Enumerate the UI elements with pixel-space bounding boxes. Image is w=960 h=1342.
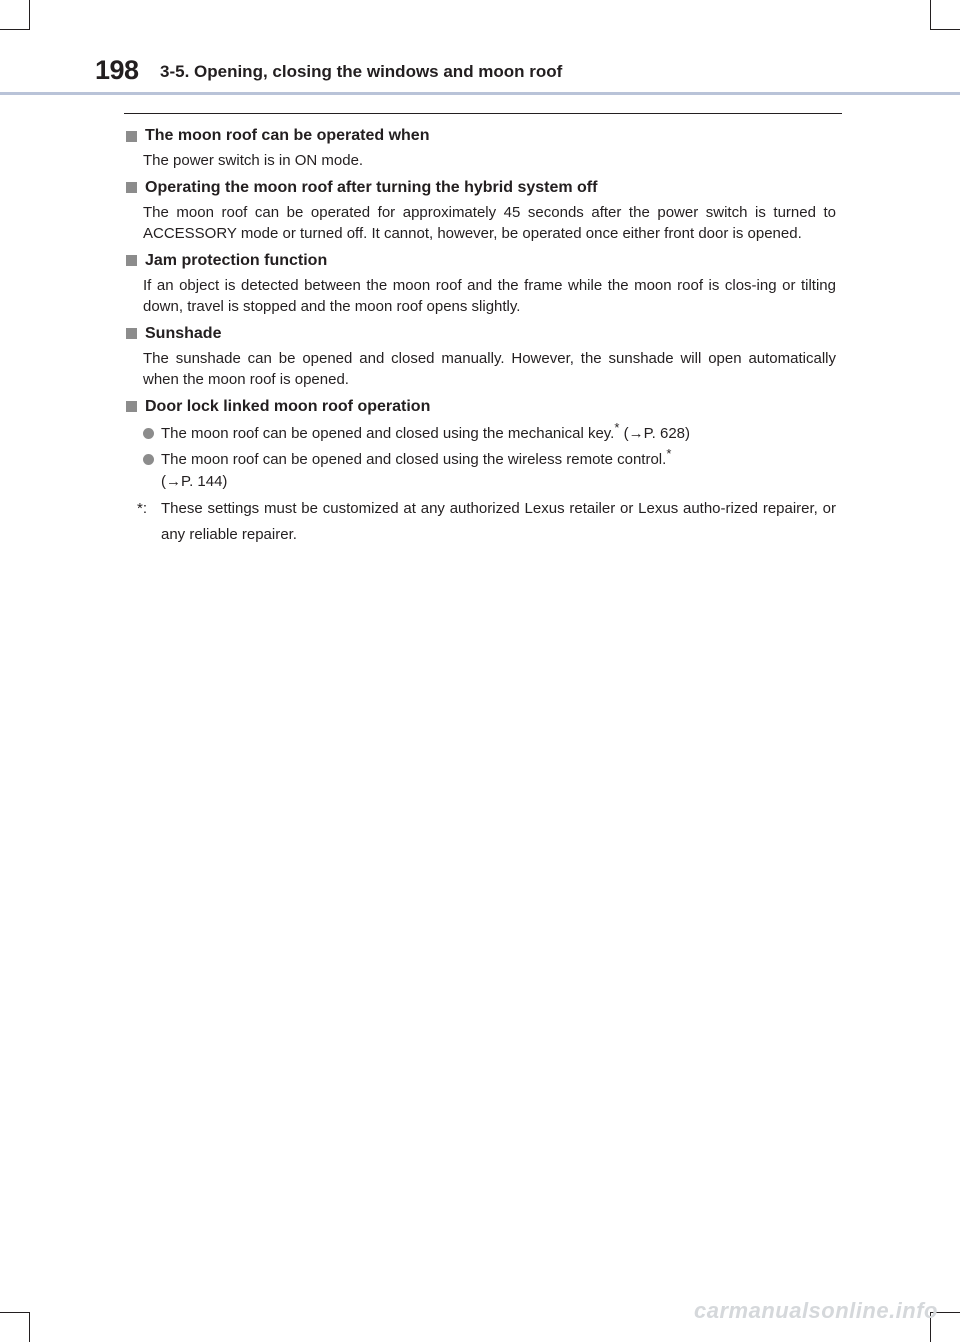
- section-door-lock-linked: [124, 396, 836, 549]
- list-item: [124, 446, 836, 492]
- footnote-mark: *: [614, 419, 620, 435]
- square-bullet-icon: [126, 328, 137, 339]
- section-after-hybrid-off: [124, 177, 836, 245]
- section-body: The power switch is in ON mode.: [143, 152, 364, 169]
- footnote: [124, 496, 836, 548]
- section-body: If an object is detected between the moon roof and the frame while the moon roof is clos-ing or tilting down, travel is stopped and the moon roof opens slightly.: [143, 276, 836, 315]
- footnote-text: These settings must be customized at any authorized Lexus retailer or Lexus autho-rized repairer, or any reliable repairer.: [161, 500, 836, 543]
- square-bullet-icon: [126, 182, 137, 193]
- footnote-mark: *: [666, 446, 672, 461]
- crop-mark: [930, 0, 931, 30]
- section-title: Door lock linked moon roof operation: [145, 397, 431, 415]
- section-title: Jam protection function: [145, 251, 328, 269]
- list-item: [124, 419, 836, 445]
- page-number: 198: [95, 55, 139, 85]
- section-body: The moon roof can be operated for approximately 45 seconds after the power switch is turned to ACCESSORY mode or turned off. It cannot, however, be operated once either front door is opened.: [143, 203, 836, 242]
- section-header-title: 3-5. Opening, closing the windows and moon roof: [160, 62, 563, 81]
- footnote-mark: *:: [137, 500, 148, 517]
- section-operation-conditions: [124, 125, 836, 172]
- page-content: [124, 125, 836, 553]
- crop-mark: [0, 1312, 30, 1313]
- bullet-text: The moon roof can be opened and closed using the wireless remote control.: [161, 451, 667, 468]
- page-reference-link[interactable]: (→P. 144): [161, 472, 228, 490]
- section-title: The moon roof can be operated when: [145, 127, 430, 144]
- section-title: Sunshade: [145, 324, 222, 342]
- square-bullet-icon: [126, 131, 137, 142]
- square-bullet-icon: [126, 255, 137, 266]
- section-sunshade: [124, 323, 836, 391]
- section-jam-protection: [124, 250, 836, 318]
- crop-mark: [0, 29, 30, 30]
- page-reference-link[interactable]: (→P. 628): [623, 424, 691, 442]
- header-rule: [0, 92, 960, 95]
- square-bullet-icon: [126, 401, 137, 412]
- crop-mark: [930, 29, 960, 30]
- round-bullet-icon: [143, 454, 154, 465]
- section-divider: [124, 113, 842, 114]
- crop-mark: [29, 0, 30, 30]
- crop-mark: [29, 1312, 30, 1342]
- round-bullet-icon: [143, 428, 154, 439]
- section-body: The sunshade can be opened and closed manually. However, the sunshade will open automatically when the moon roof is opened.: [143, 349, 836, 388]
- watermark: carmanualsonline.info: [694, 1298, 938, 1323]
- bullet-text: The moon roof can be opened and closed using the mechanical key.: [161, 424, 615, 442]
- section-title: Operating the moon roof after turning the hybrid system off: [145, 178, 598, 196]
